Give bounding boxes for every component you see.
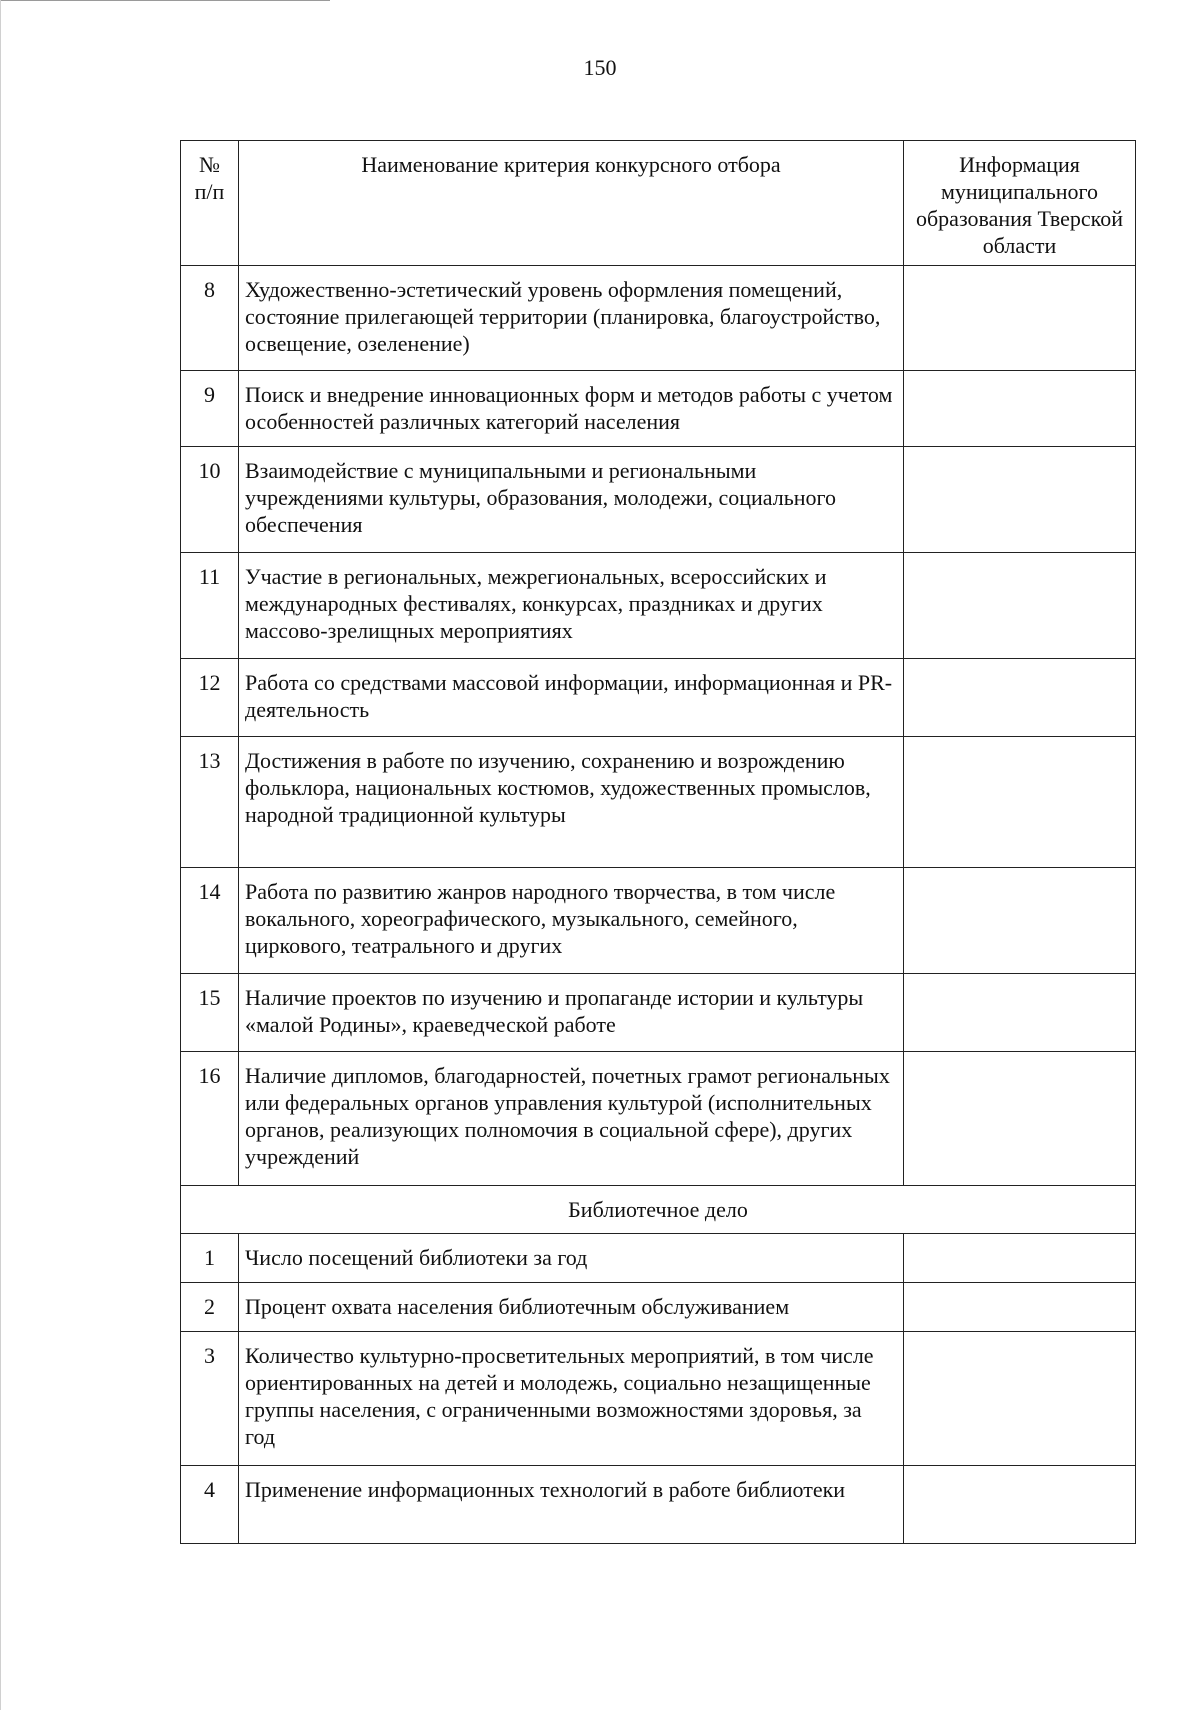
table-row <box>181 974 1136 1052</box>
row-info-cell <box>904 447 1136 553</box>
row-info-cell <box>904 1332 1136 1466</box>
row-info-cell <box>904 659 1136 737</box>
row-info-cell <box>904 1466 1136 1544</box>
row-info-cell <box>904 1283 1136 1332</box>
table-row <box>181 266 1136 371</box>
scan-edge-top <box>0 0 330 1</box>
row-info-cell <box>904 1052 1136 1186</box>
row-criterion: Наличие дипломов, благодарностей, почетных грамот региональных или федеральных органов управления культурой (исполнительных органов, реализующих полномочия в социальной сфере), других учреждений <box>239 1052 904 1186</box>
table-row <box>181 1466 1136 1544</box>
row-info-cell <box>904 371 1136 447</box>
row-number: 13 <box>181 737 239 868</box>
row-number: 14 <box>181 868 239 974</box>
row-number: 16 <box>181 1052 239 1186</box>
row-number: 4 <box>181 1466 239 1544</box>
row-info-cell <box>904 974 1136 1052</box>
table-row <box>181 868 1136 974</box>
row-criterion: Число посещений библиотеки за год <box>239 1234 904 1283</box>
row-number: 3 <box>181 1332 239 1466</box>
row-criterion: Участие в региональных, межрегиональных, всероссийских и международных фестивалях, конкурсах, праздниках и других массово-зрелищных мероприятиях <box>239 553 904 659</box>
row-criterion: Работа со средствами массовой информации, информационная и PR-деятельность <box>239 659 904 737</box>
row-info-cell <box>904 737 1136 868</box>
table-row <box>181 1283 1136 1332</box>
table-row <box>181 1234 1136 1283</box>
row-criterion: Поиск и внедрение инновационных форм и методов работы с учетом особенностей различных категорий населения <box>239 371 904 447</box>
table-row <box>181 553 1136 659</box>
row-criterion: Достижения в работе по изучению, сохранению и возрождению фольклора, национальных костюмов, художественных промыслов, народной традиционной культуры <box>239 737 904 868</box>
table-row <box>181 659 1136 737</box>
header-info <box>904 141 1136 266</box>
criteria-table <box>180 140 1136 1544</box>
row-criterion: Процент охвата населения библиотечным обслуживанием <box>239 1283 904 1332</box>
row-criterion: Применение информационных технологий в работе библиотеки <box>239 1466 904 1544</box>
row-number: 1 <box>181 1234 239 1283</box>
page-number: 150 <box>583 55 617 80</box>
row-number: 8 <box>181 266 239 371</box>
table-header-row <box>181 141 1136 266</box>
row-info-cell <box>904 266 1136 371</box>
row-number: 15 <box>181 974 239 1052</box>
row-info-cell <box>904 553 1136 659</box>
header-info-label: Информация муниципального образования Тверской области <box>915 152 1124 258</box>
row-criterion: Количество культурно-просветительных мероприятий, в том числе ориентированных на детей и молодежь, социально незащищенные группы населения, с ограниченными возможностями здоровья, за год <box>239 1332 904 1466</box>
table-row <box>181 1332 1136 1466</box>
row-number: 11 <box>181 553 239 659</box>
row-criterion: Художественно-эстетический уровень оформления помещений, состояние прилегающей территории (планировка, благоустройство, освещение, озеленение) <box>239 266 904 371</box>
row-info-cell <box>904 1234 1136 1283</box>
section-header-row <box>181 1186 1136 1234</box>
row-criterion: Наличие проектов по изучению и пропаганде истории и культуры «малой Родины», краеведческой работе <box>239 974 904 1052</box>
row-number: 10 <box>181 447 239 553</box>
header-number-label: № п/п <box>194 152 225 204</box>
header-name-label: Наименование критерия конкурсного отбора <box>361 152 781 177</box>
row-number: 12 <box>181 659 239 737</box>
table-row <box>181 737 1136 868</box>
header-name <box>239 141 904 266</box>
scan-edge-left <box>0 0 1 1710</box>
row-number: 9 <box>181 371 239 447</box>
row-number: 2 <box>181 1283 239 1332</box>
table-row <box>181 1052 1136 1186</box>
table-row <box>181 371 1136 447</box>
table-row <box>181 447 1136 553</box>
row-criterion: Работа по развитию жанров народного творчества, в том числе вокального, хореографического, музыкального, семейного, циркового, театрального и других <box>239 868 904 974</box>
row-criterion: Взаимодействие с муниципальными и региональными учреждениями культуры, образования, молодежи, социального обеспечения <box>239 447 904 553</box>
header-number <box>181 141 239 266</box>
section-title: Библиотечное дело <box>181 1186 1136 1234</box>
row-info-cell <box>904 868 1136 974</box>
